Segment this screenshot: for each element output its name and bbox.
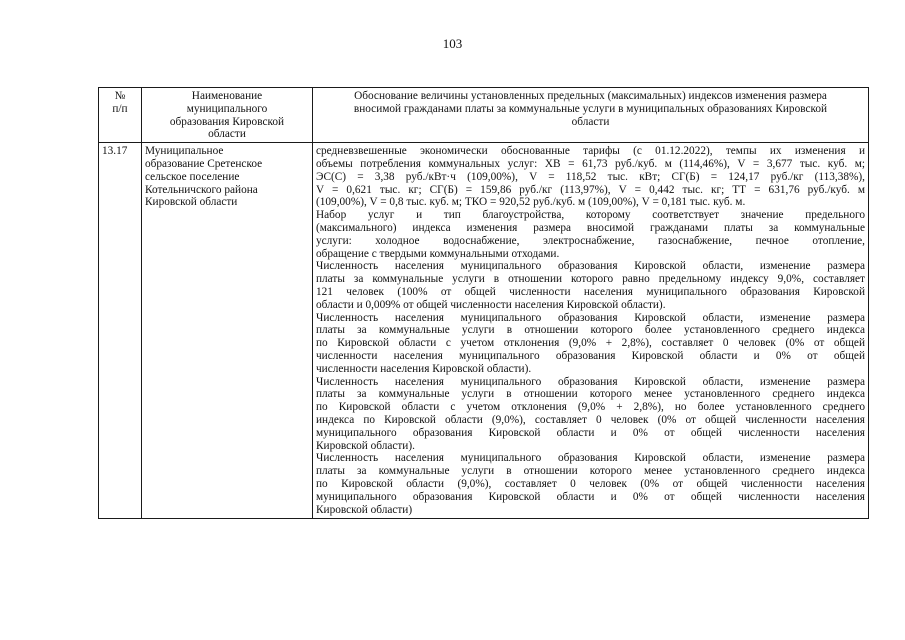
text-line: платы за коммунальные услуги в отношении которого менее установленного среднего индекса [316, 388, 865, 401]
header-line: п/п [112, 102, 128, 115]
text-line: объемы потребления коммунальных услуг: ХВ = 61,73 руб./куб. м (114,46%), V = 3,677 тыс. куб. м; [316, 157, 865, 170]
text-line: платы за коммунальные услуги в отношении которого более установленного среднего индекса [316, 324, 865, 337]
municipality-line: Кировской области [145, 196, 238, 209]
text-line: по Кировской области с учетом отклонения (9,0% + 2,8%), но более установленного среднего [316, 401, 865, 414]
text-line: области и 0,009% от общей численности населения Кировской области). [316, 298, 666, 311]
population-between-paragraph [316, 376, 865, 453]
header-line: образования Кировской [169, 115, 285, 128]
text-line: Численность населения муниципального образования Кировской области, изменение размера [316, 375, 865, 388]
municipality-line: сельское поселение [145, 170, 240, 183]
header-line: № [114, 90, 126, 102]
text-line: численности населения Кировской области). [316, 362, 532, 375]
text-line: (109,00%), V = 0,8 тыс. куб. м; ТКО = 920,52 руб./куб. м (109,00%), V = 0,181 тыс. куб. м. [316, 196, 746, 209]
header-line: муниципального [186, 102, 268, 115]
table-header-row [99, 88, 869, 143]
header-line: вносимой гражданами платы за коммунальные услуги в муниципальных образованиях Кировской [353, 102, 828, 115]
text-line: Численность населения муниципального образования Кировской области, изменение размера [316, 260, 865, 273]
municipality-name [142, 143, 313, 519]
text-line: по Кировской области с учетом отклонения (9,0% + 2,8%), составляет 0 человек (0% от общей [316, 337, 865, 350]
municipality-line: Котельничского района [145, 183, 258, 196]
text-line: Численность населения муниципального образования Кировской области, изменение размера [316, 452, 865, 465]
tariffs-paragraph [316, 145, 865, 209]
text-line: индекса по Кировской области (9,0%), составляет 0 человек (0% от общей численности населения [316, 413, 865, 426]
header-line: Наименование [191, 90, 263, 102]
municipality-line: Муниципальное [145, 145, 224, 158]
population-equal-paragraph [316, 260, 865, 311]
text-line: Кировской области). [316, 439, 415, 452]
text-line: по Кировской области (9,0%), составляет 0 человек (0% от общей численности населения [316, 477, 865, 490]
municipality-line: образование Сретенское [145, 157, 263, 170]
row-number: 13.17 [99, 143, 142, 519]
population-above-paragraph [316, 312, 865, 376]
header-number [99, 88, 142, 143]
text-line: платы за коммунальные услуги в отношении которого менее установленного среднего индекса [316, 465, 865, 478]
text-line: Кировской области) [316, 503, 413, 516]
justification-cell [313, 143, 869, 519]
text-line: численности населения муниципального образования Кировской области и 0% от общей [316, 349, 865, 362]
text-line: Численность населения муниципального образования Кировской области, изменение размера [316, 311, 865, 324]
tariff-table [98, 87, 869, 519]
population-below-paragraph [316, 452, 865, 516]
services-paragraph [316, 209, 865, 260]
header-line: области [571, 115, 610, 128]
page-number: 103 [442, 36, 463, 51]
text-line: Набор услуг и тип благоустройства, которому соответствует значение предельного [316, 209, 865, 222]
header-line: Обоснование величины установленных предельных (максимальных) индексов изменения размера [354, 90, 827, 102]
text-line: муниципального образования Кировской области и 0% от общей численности населения [316, 490, 865, 503]
text-line: 121 человек (100% от общей численности населения муниципального образования Кировской [316, 285, 865, 298]
header-municipality [142, 88, 313, 143]
text-line: V = 0,621 тыс. кг; СГ(Б) = 159,86 руб./кг (113,97%), V = 0,442 тыс. кг; ТТ = 631,76 руб./куб. м [316, 183, 865, 196]
text-line: ЭС(С) = 3,38 руб./кВт·ч (109,00%), V = 118,52 тыс. кВт; СГ(Б) = 124,17 руб./кг (113,38%), [316, 170, 865, 183]
text-line: обращение с твердыми коммунальными отходами. [316, 247, 560, 260]
header-line: области [208, 128, 246, 141]
text-line: (максимального) индекса изменения размера вносимой гражданами платы за коммунальные [316, 221, 865, 234]
text-line: муниципального образования Кировской области и 0% от общей численности населения [316, 426, 865, 439]
text-line: платы за коммунальные услуги в отношении которого равно предельному индексу 9,0%, составляет [316, 273, 865, 286]
text-line: средневзвешенные экономически обоснованные тарифы (с 01.12.2022), темпы их изменения и [316, 145, 865, 158]
header-justification [313, 88, 869, 143]
table-row [99, 143, 869, 519]
text-line: услуги: холодное водоснабжение, электроснабжение, газоснабжение, печное отопление, [316, 234, 865, 247]
